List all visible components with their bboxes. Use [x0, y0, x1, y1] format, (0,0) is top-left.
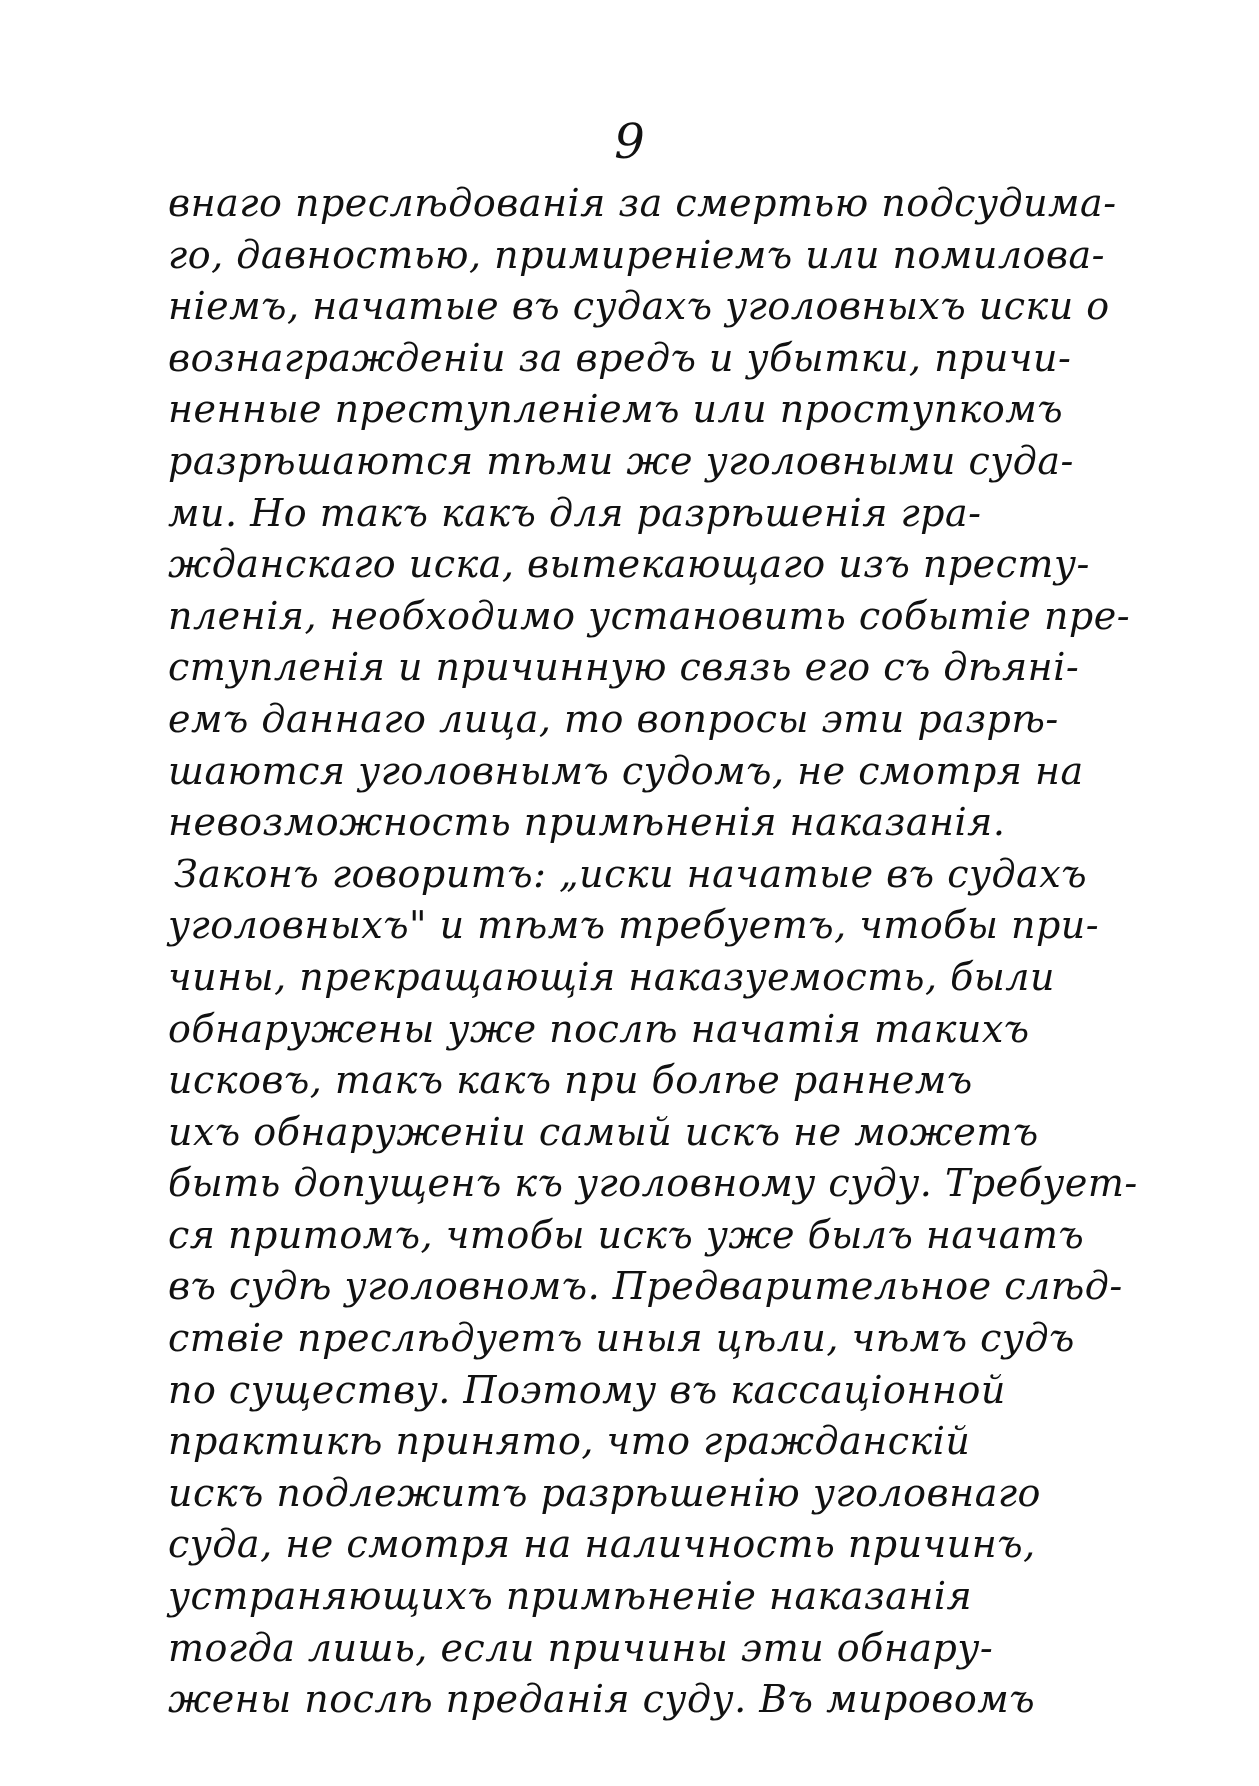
text-line: ступленія и причинную связь его съ дѣяні- — [168, 645, 1080, 690]
text-line: по существу. Поэтому въ кассаціонной — [168, 1367, 1006, 1412]
text-line: емъ даннаго лица, то вопросы эти разрѣ- — [168, 696, 1059, 741]
text-line: уголовныхъ" и тѣмъ требуетъ, чтобы при- — [168, 903, 1100, 948]
text-line: устраняющихъ примѣненіе наказанія — [168, 1574, 973, 1619]
handwritten-text-block — [168, 178, 1138, 1726]
text-line: ніемъ, начатые въ судахъ уголовныхъ иски о — [168, 284, 1110, 329]
text-line: практикѣ принято, что гражданскій — [168, 1419, 971, 1464]
text-line: внаго преслѣдованія за смертью подсудима- — [168, 181, 1117, 225]
page-number: 9 — [614, 114, 645, 170]
text-line: пленія, необходимо установить событіе пре- — [168, 593, 1131, 638]
text-line: суда, не смотря на наличность причинъ, — [168, 1522, 1036, 1567]
text-line: быть допущенъ къ уголовному суду. Требует- — [168, 1161, 1138, 1206]
text-line: ихъ обнаруженіи самый искъ не можетъ — [168, 1109, 1039, 1154]
text-line: ненные преступленіемъ или проступкомъ — [168, 387, 1064, 432]
text-line: ствіе преслѣдуетъ иныя цѣли, чѣмъ судъ — [168, 1316, 1075, 1361]
text-line: обнаружены уже послѣ начатія такихъ — [168, 1006, 1030, 1051]
text-line: искъ подлежитъ разрѣшенію уголовнаго — [168, 1470, 1041, 1515]
text-line: чины, прекращающія наказуемость, были — [168, 954, 1055, 999]
text-line: жданскаго иска, вытекающаго изъ престу- — [168, 542, 1090, 587]
text-line: тогда лишь, если причины эти обнару- — [168, 1625, 994, 1670]
text-line: жены послѣ преданія суду. Въ мировомъ — [168, 1677, 1036, 1722]
text-line: ми. Но такъ какъ для разрѣшенія гра- — [168, 490, 982, 535]
text-line: исковъ, такъ какъ при болѣе раннемъ — [168, 1058, 973, 1103]
text-line: разрѣшаются тѣми же уголовными суда- — [168, 438, 1074, 483]
text-line: ся притомъ, чтобы искъ уже былъ начатъ — [168, 1212, 1085, 1257]
text-line: невозможность примѣненія наказанія. — [168, 800, 1006, 845]
text-line: Законъ говоритъ: „иски начатые въ судахъ — [174, 851, 1088, 896]
text-line: вознагражденіи за вредъ и убытки, причи- — [168, 335, 1072, 380]
text-line: го, давностью, примиреніемъ или помилова- — [168, 232, 1106, 277]
text-line: шаются уголовнымъ судомъ, не смотря на — [168, 748, 1084, 793]
text-line: въ судѣ уголовномъ. Предварительное слѣд- — [168, 1264, 1123, 1309]
